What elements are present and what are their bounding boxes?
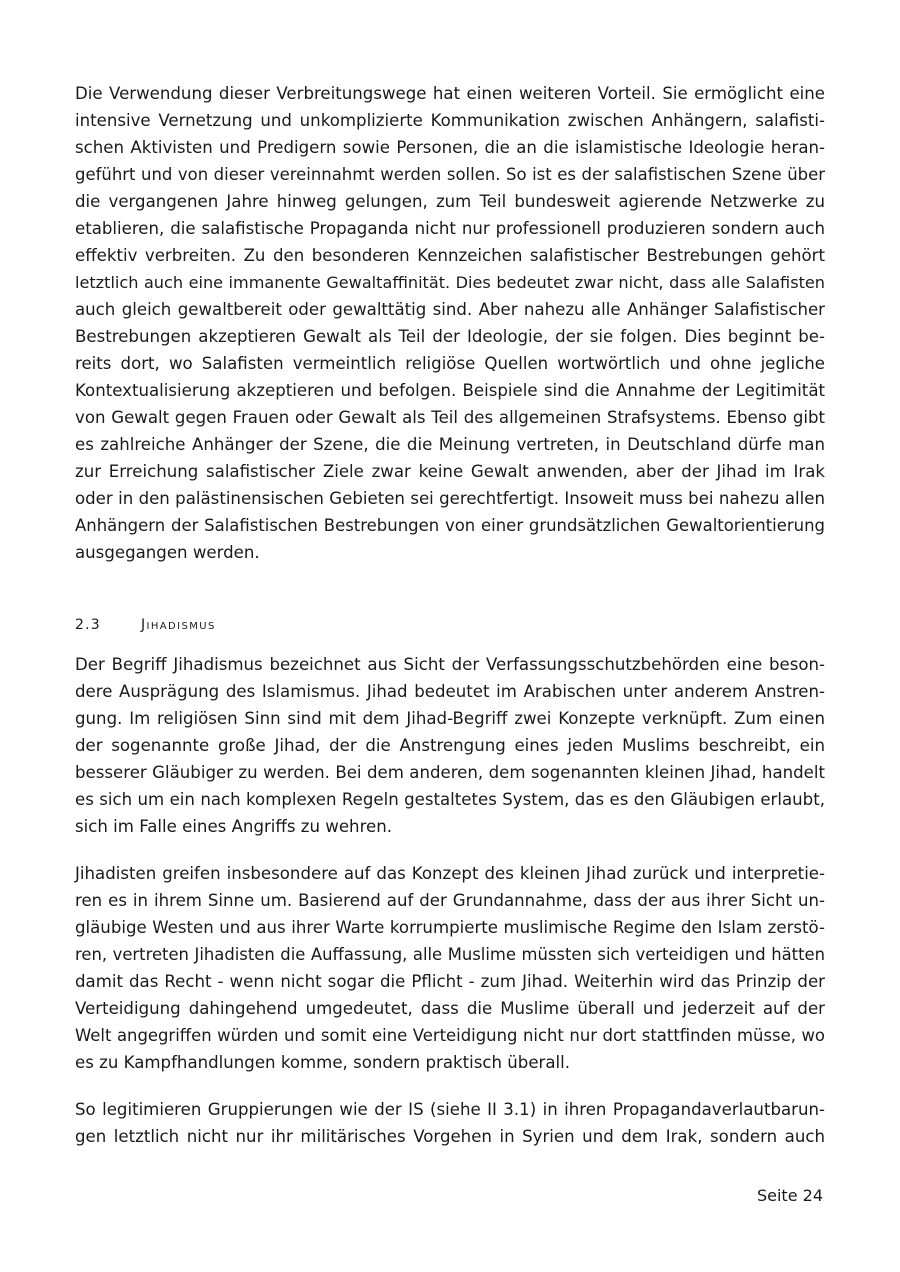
text-line: besserer Gläubiger zu werden. Bei dem anderen, dem sogenannten kleinen Jihad, handelt — [75, 763, 825, 782]
text-line: Die Verwendung dieser Verbreitungswege hat einen weiteren Vorteil. Sie ermöglicht eine — [75, 84, 825, 103]
text-line: So legitimieren Gruppierungen wie der IS (siehe II 3.1) in ihren Propagandaverlautbarun- — [75, 1100, 825, 1119]
text-line: ren, vertreten Jihadisten die Auffassung, alle Muslime müssten sich verteidigen und hätten — [75, 945, 825, 964]
paragraph-jihadism-definition — [75, 651, 825, 840]
text-line: Welt angegriffen würden und somit eine Verteidigung nicht nur dort stattfinden müsse, wo — [75, 1026, 825, 1045]
text-line: Jihadisten greifen insbesondere auf das Konzept des kleinen Jihad zurück und interpretie- — [75, 864, 825, 883]
text-line: gläubige Westen und aus ihrer Warte korrumpierte muslimische Regime den Islam zerstö- — [75, 918, 825, 937]
text-line: es zu Kampfhandlungen komme, sondern praktisch überall. — [75, 1053, 571, 1072]
section-number: 2.3 — [75, 617, 101, 633]
text-line: etablieren, die salafistische Propaganda nicht nur professionell produzieren sondern auch — [75, 219, 825, 238]
text-line: geführt und von dieser vereinnahmt werden sollen. So ist es der salafistischen Szene über — [75, 165, 825, 184]
text-line: intensive Vernetzung und unkomplizierte Kommunikation zwischen Anhängern, salafisti- — [75, 111, 825, 130]
text-line: es zahlreiche Anhänger der Szene, die die Meinung vertreten, in Deutschland dürfe man — [75, 435, 825, 454]
text-line: dere Ausprägung des Islamismus. Jihad bedeutet im Arabischen unter anderem Anstren- — [75, 682, 825, 701]
text-line: es sich um ein nach komplexen Regeln gestaltetes System, das es den Gläubigen erlaubt, — [75, 790, 825, 809]
text-line: gung. Im religiösen Sinn sind mit dem Jihad-Begriff zwei Konzepte verknüpft. Zum einen — [75, 709, 825, 728]
text-line: Kontextualisierung akzeptieren und befolgen. Beispiele sind die Annahme der Legitimität — [75, 381, 825, 400]
text-line: Der Begriff Jihadismus bezeichnet aus Sicht der Verfassungsschutzbehörden eine beson- — [75, 655, 825, 674]
text-line: zur Erreichung salafistischer Ziele zwar keine Gewalt anwenden, aber der Jihad im Irak — [75, 462, 825, 481]
section-heading — [75, 617, 216, 633]
text-line: Verteidigung dahingehend umgedeutet, dass die Muslime überall und jederzeit auf der — [75, 999, 825, 1018]
text-line: damit das Recht - wenn nicht sogar die Pflicht - zum Jihad. Weiterhin wird das Prinzip der — [75, 972, 825, 991]
section-title: Jihadismus — [141, 617, 216, 633]
text-line: von Gewalt gegen Frauen oder Gewalt als Teil des allgemeinen Strafsystems. Ebenso gibt — [75, 408, 825, 427]
text-line: auch gleich gewaltbereit oder gewalttätig sind. Aber nahezu alle Anhänger Salafistischer — [75, 300, 825, 319]
text-line: letztlich auch eine immanente Gewaltaffinität. Dies bedeutet zwar nicht, dass alle Salafisten — [75, 273, 825, 292]
text-line: der sogenannte große Jihad, der die Anstrengung eines jeden Muslims beschreibt, ein — [75, 736, 825, 755]
paragraph-is-legitimation — [75, 1096, 825, 1150]
text-line: effektiv verbreiten. Zu den besonderen Kennzeichen salafistischer Bestrebungen gehört — [75, 246, 825, 265]
paragraph-distribution-channels — [75, 80, 825, 566]
text-line: gen letztlich nicht nur ihr militärisches Vorgehen in Syrien und dem Irak, sondern auch — [75, 1127, 825, 1146]
text-line: ren es in ihrem Sinne um. Basierend auf der Grundannahme, dass der aus ihrer Sicht un- — [75, 891, 825, 910]
text-line: sich im Falle eines Angriffs zu wehren. — [75, 817, 393, 836]
text-line: oder in den palästinensischen Gebieten sei gerechtfertigt. Insoweit muss bei nahezu allen — [75, 489, 825, 508]
page-number: Seite 24 — [756, 1186, 823, 1205]
text-line: ausgegangen werden. — [75, 543, 260, 562]
text-line: Bestrebungen akzeptieren Gewalt als Teil der Ideologie, der sie folgen. Dies beginnt be- — [75, 327, 825, 346]
paragraph-jihadist-interpretation — [75, 860, 825, 1076]
text-line: reits dort, wo Salafisten vermeintlich religiöse Quellen wortwörtlich und ohne jegliche — [75, 354, 825, 373]
text-line: schen Aktivisten und Predigern sowie Personen, die an die islamistische Ideologie heran- — [75, 138, 825, 157]
text-line: die vergangenen Jahre hinweg gelungen, zum Teil bundesweit agierende Netzwerke zu — [75, 192, 825, 211]
text-line: Anhängern der Salafistischen Bestrebungen von einer grundsätzlichen Gewaltorientierung — [75, 516, 825, 535]
